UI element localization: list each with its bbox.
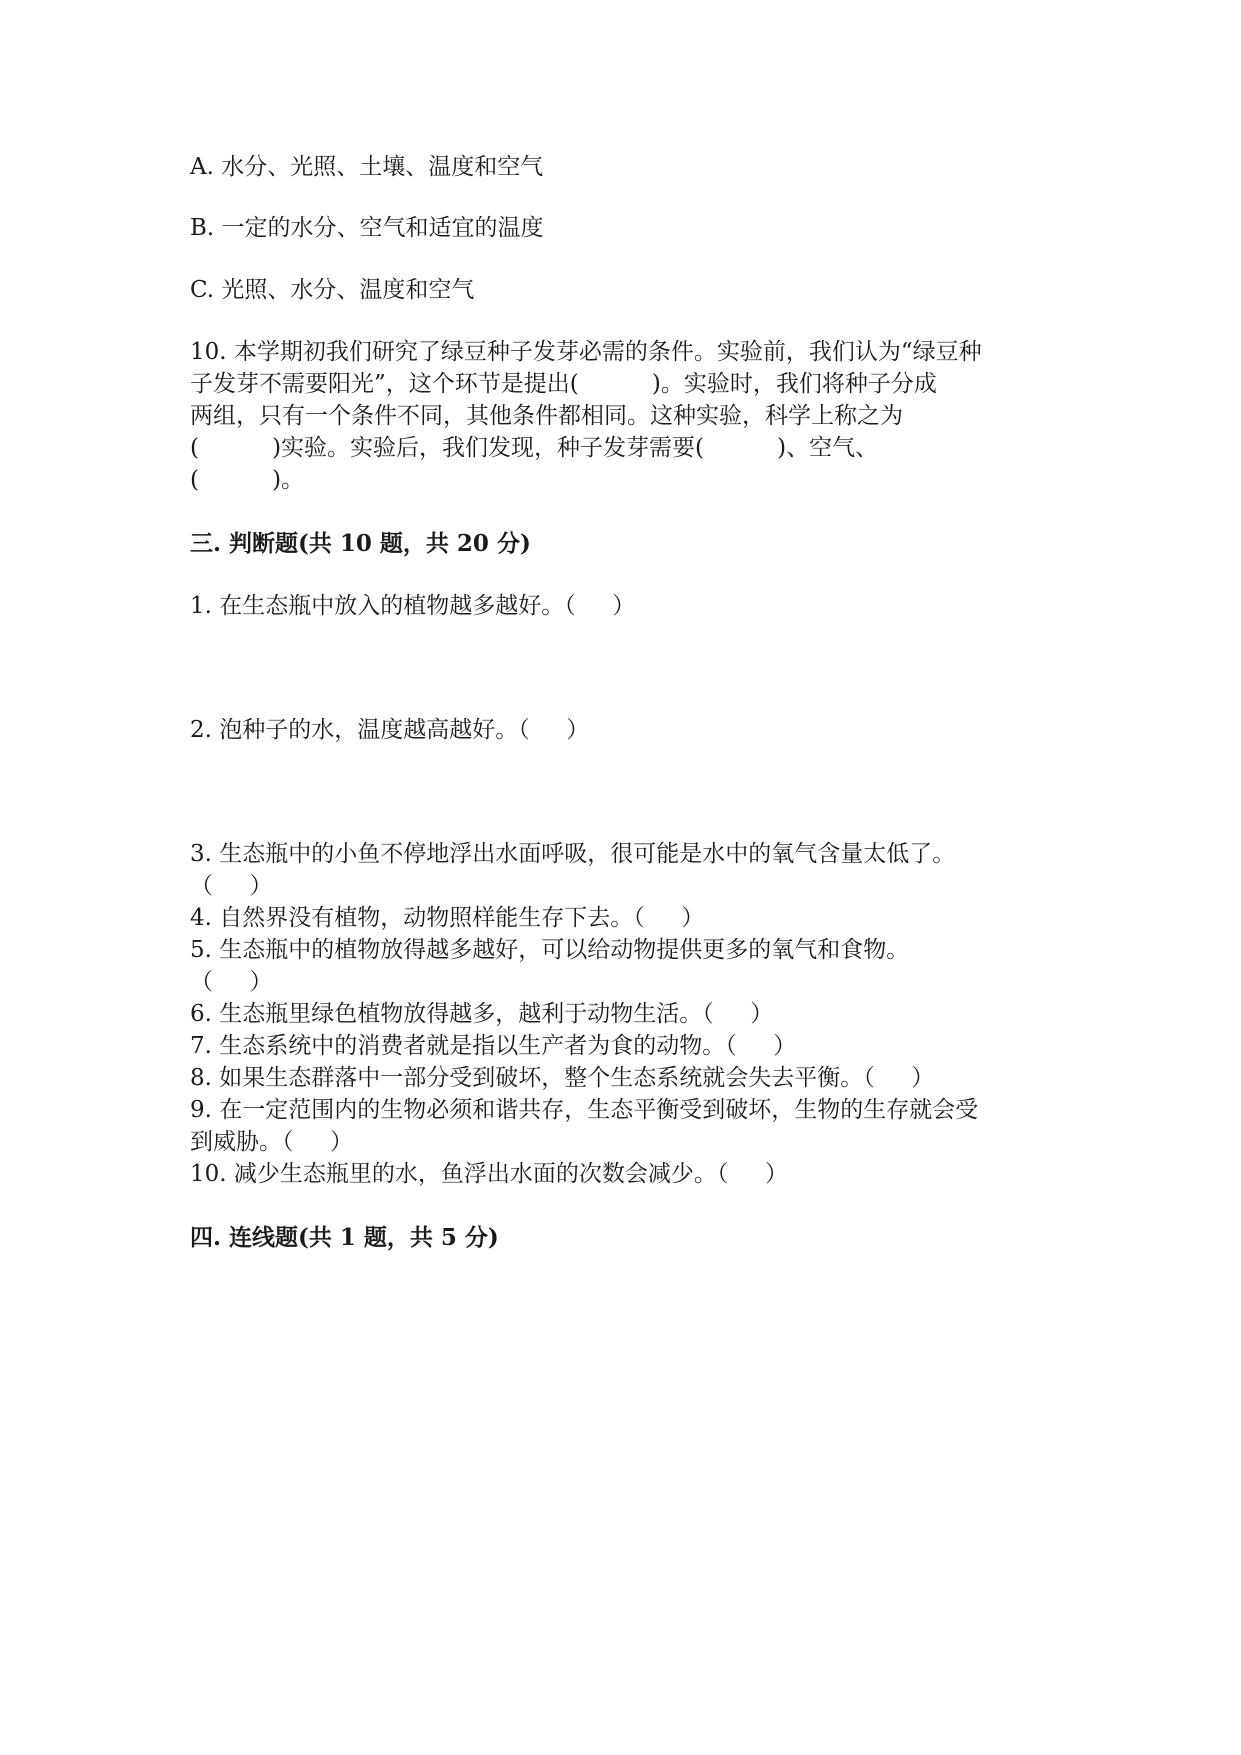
fill-question-10-line-4: ( )实验。实验后，我们发现，种子发芽需要( )、空气、 (190, 435, 879, 461)
option-a: A. 水分、光照、土壤、温度和空气 (190, 154, 544, 180)
section-4-title: 四. 连线题(共 1 题，共 5 分) (190, 1224, 499, 1251)
judge-question-1: 1. 在生态瓶中放入的植物越多越好。（ ） (190, 593, 636, 619)
fill-question-10-line-3: 两组，只有一个条件不同，其他条件都相同。这种实验，科学上称之为 (190, 403, 903, 429)
fill-question-10-line-5: ( )。 (190, 467, 305, 493)
option-b: B. 一定的水分、空气和适宜的温度 (190, 215, 544, 241)
judge-question-5-line-2: （ ） (190, 969, 273, 995)
judge-question-5-line-1: 5. 生态瓶中的植物放得越多越好，可以给动物提供更多的氧气和食物。 (190, 937, 910, 963)
option-c: C. 光照、水分、温度和空气 (190, 277, 475, 303)
section-3-title: 三. 判断题(共 10 题，共 20 分) (190, 530, 531, 557)
judge-question-10: 10. 减少生态瓶里的水，鱼浮出水面的次数会减少。（ ） (190, 1161, 788, 1187)
judge-question-7: 7. 生态系统中的消费者就是指以生产者为食的动物。（ ） (190, 1033, 797, 1059)
judge-question-9-line-1: 9. 在一定范围内的生物必须和谐共存，生态平衡受到破坏，生物的生存就会受 (190, 1097, 979, 1123)
judge-question-4: 4. 自然界没有植物，动物照样能生存下去。（ ） (190, 905, 705, 931)
judge-question-3-line-2: （ ） (190, 873, 273, 899)
fill-question-10-line-2: 子发芽不需要阳光”，这个环节是提出( )。实验时，我们将种子分成 (190, 371, 937, 397)
judge-question-6: 6. 生态瓶里绿色植物放得越多，越利于动物生活。（ ） (190, 1001, 774, 1027)
judge-question-2: 2. 泡种子的水，温度越高越好。（ ） (190, 717, 590, 743)
fill-question-10-line-1: 10. 本学期初我们研究了绿豆种子发芽必需的条件。实验前，我们认为“绿豆种 (190, 339, 982, 365)
judge-question-8: 8. 如果生态群落中一部分受到破坏，整个生态系统就会失去平衡。（ ） (190, 1065, 935, 1091)
judge-question-9-line-2: 到威胁。（ ） (190, 1129, 354, 1155)
judge-question-3-line-1: 3. 生态瓶中的小鱼不停地浮出水面呼吸，很可能是水中的氧气含量太低了。 (190, 841, 956, 867)
